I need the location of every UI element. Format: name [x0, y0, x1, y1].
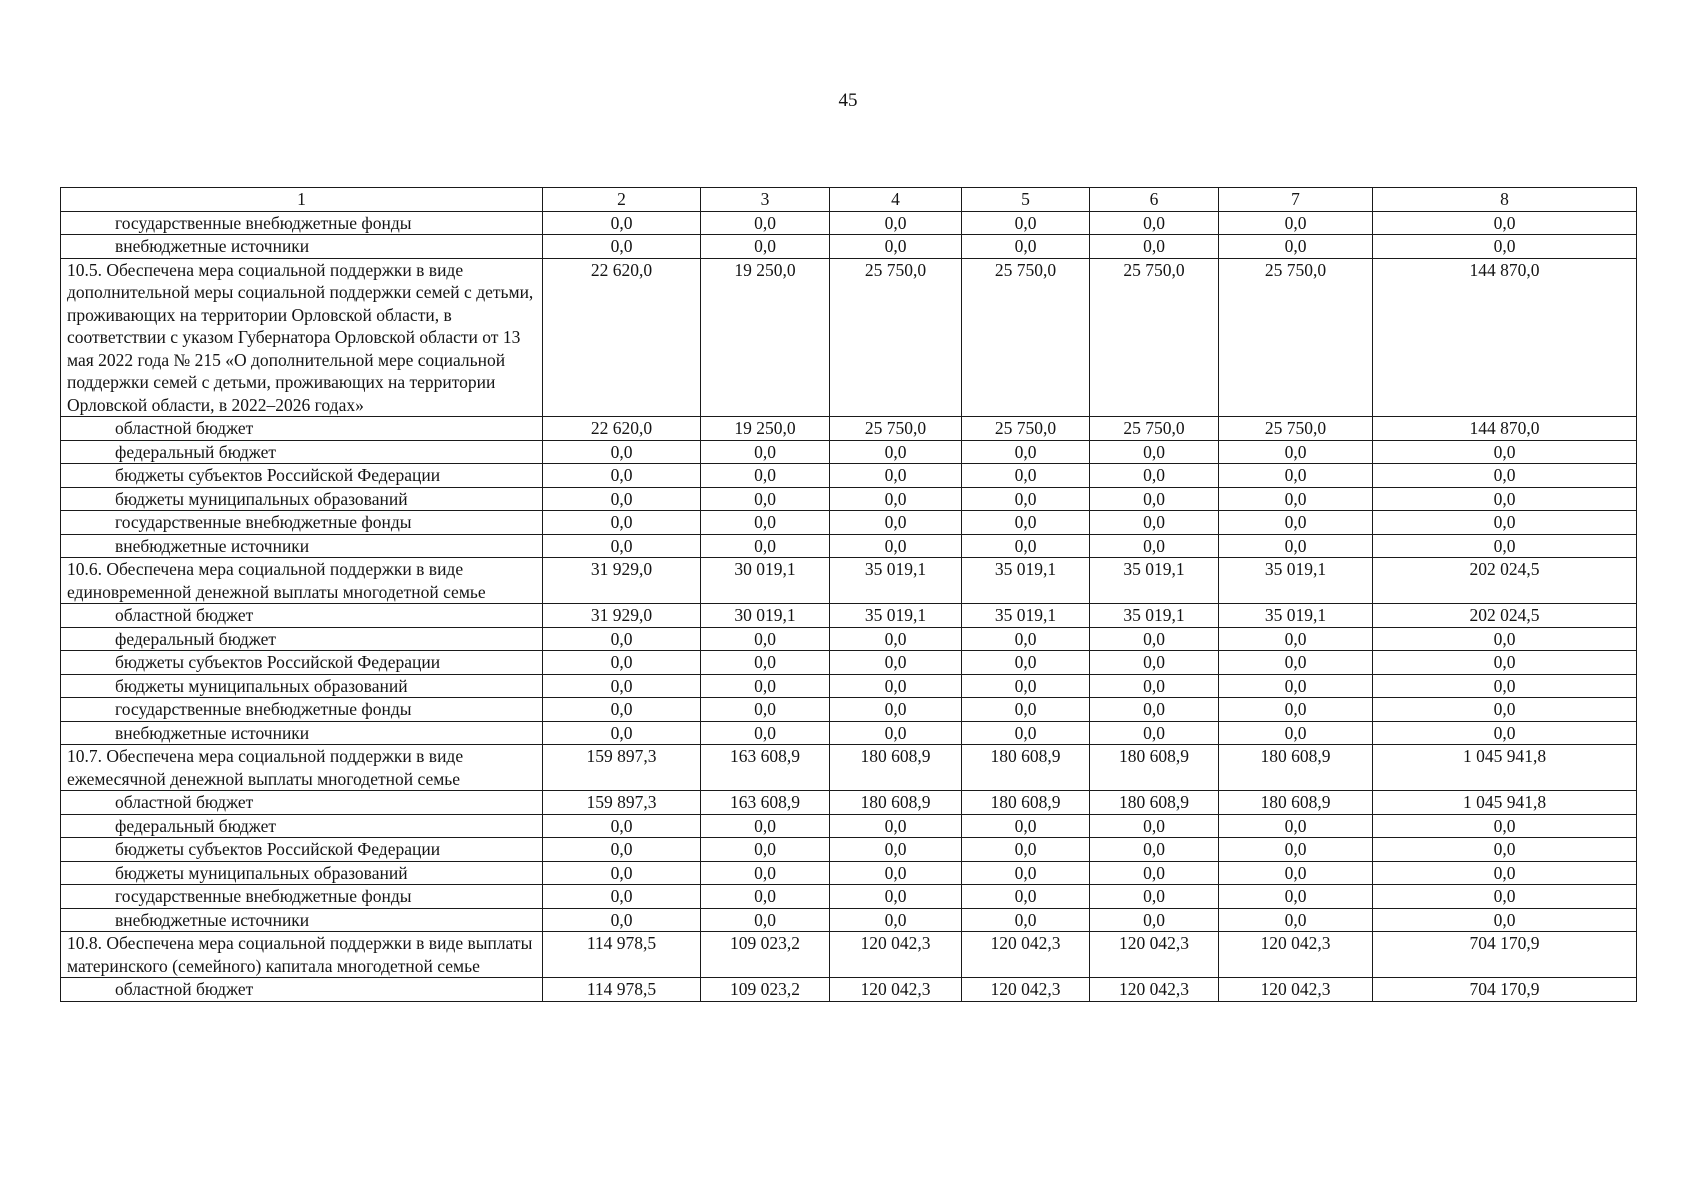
year-value-cell: 0,0 [962, 534, 1090, 558]
total-cell: 1 045 941,8 [1373, 745, 1637, 791]
year-value-cell: 0,0 [962, 487, 1090, 511]
year-value-cell: 0,0 [962, 838, 1090, 862]
year-value-cell: 0,0 [1090, 440, 1219, 464]
year-value-cell: 0,0 [1219, 908, 1373, 932]
year-value-cell: 31 929,0 [543, 604, 701, 628]
total-cell: 0,0 [1373, 721, 1637, 745]
year-value-cell: 22 620,0 [543, 417, 701, 441]
year-value-cell: 0,0 [962, 464, 1090, 488]
year-value-cell: 0,0 [1219, 534, 1373, 558]
column-header: 6 [1090, 188, 1219, 212]
year-value-cell: 0,0 [543, 440, 701, 464]
year-value-cell: 0,0 [1219, 487, 1373, 511]
year-value-cell: 0,0 [830, 211, 962, 235]
funding-source-label: государственные внебюджетные фонды [61, 698, 543, 722]
funding-source-label: внебюджетные источники [61, 908, 543, 932]
year-value-cell: 35 019,1 [830, 558, 962, 604]
year-value-cell: 0,0 [1219, 861, 1373, 885]
year-value-cell: 0,0 [962, 861, 1090, 885]
year-value-cell: 0,0 [830, 698, 962, 722]
total-cell: 0,0 [1373, 814, 1637, 838]
year-value-cell: 0,0 [1219, 814, 1373, 838]
year-value-cell: 0,0 [543, 464, 701, 488]
year-value-cell: 0,0 [701, 838, 830, 862]
year-value-cell: 0,0 [543, 861, 701, 885]
year-value-cell: 180 608,9 [830, 791, 962, 815]
funding-source-label: внебюджетные источники [61, 235, 543, 259]
year-value-cell: 35 019,1 [1219, 604, 1373, 628]
year-value-cell: 19 250,0 [701, 417, 830, 441]
year-value-cell: 0,0 [543, 674, 701, 698]
year-value-cell: 0,0 [830, 885, 962, 909]
year-value-cell: 0,0 [962, 235, 1090, 259]
column-header: 4 [830, 188, 962, 212]
year-value-cell: 120 042,3 [1090, 978, 1219, 1002]
total-cell: 0,0 [1373, 464, 1637, 488]
year-value-cell: 0,0 [830, 440, 962, 464]
funding-source-label: бюджеты муниципальных образований [61, 487, 543, 511]
year-value-cell: 0,0 [1219, 211, 1373, 235]
year-value-cell: 0,0 [830, 534, 962, 558]
year-value-cell: 0,0 [962, 814, 1090, 838]
funding-source-label: областной бюджет [61, 791, 543, 815]
year-value-cell: 0,0 [1219, 674, 1373, 698]
year-value-cell: 120 042,3 [962, 932, 1090, 978]
total-cell: 1 045 941,8 [1373, 791, 1637, 815]
year-value-cell: 0,0 [1219, 235, 1373, 259]
year-value-cell: 31 929,0 [543, 558, 701, 604]
total-cell: 202 024,5 [1373, 604, 1637, 628]
year-value-cell: 0,0 [962, 698, 1090, 722]
year-value-cell: 0,0 [543, 885, 701, 909]
year-value-cell: 159 897,3 [543, 791, 701, 815]
year-value-cell: 0,0 [962, 674, 1090, 698]
funding-source-label: внебюджетные источники [61, 721, 543, 745]
year-value-cell: 35 019,1 [962, 604, 1090, 628]
year-value-cell: 0,0 [701, 674, 830, 698]
year-value-cell: 120 042,3 [830, 932, 962, 978]
year-value-cell: 0,0 [830, 651, 962, 675]
year-value-cell: 0,0 [543, 487, 701, 511]
measure-description: 10.5. Обеспечена мера социальной поддержки в виде дополнительной меры социальной поддержки семей с детьми, проживающих на территории Орловской области, в соответствии с указом Губернатора Орловской области от 13 мая 2022 года № 215 «О дополнительной мере социальной поддержки семей с детьми, проживающих на территории Орловской области, в 2022–2026 годах» [61, 258, 543, 417]
funding-source-row [61, 651, 1637, 675]
year-value-cell: 0,0 [830, 627, 962, 651]
total-cell: 144 870,0 [1373, 417, 1637, 441]
year-value-cell: 120 042,3 [1090, 932, 1219, 978]
funding-source-label: бюджеты субъектов Российской Федерации [61, 651, 543, 675]
funding-source-row [61, 674, 1637, 698]
page-number: 45 [838, 90, 858, 111]
funding-source-row [61, 235, 1637, 259]
total-cell: 0,0 [1373, 908, 1637, 932]
total-cell: 0,0 [1373, 534, 1637, 558]
table-header-row [61, 188, 1637, 212]
funding-source-label: бюджеты муниципальных образований [61, 861, 543, 885]
funding-source-row [61, 814, 1637, 838]
funding-source-label: государственные внебюджетные фонды [61, 211, 543, 235]
year-value-cell: 0,0 [962, 440, 1090, 464]
funding-source-row [61, 791, 1637, 815]
year-value-cell: 0,0 [1090, 511, 1219, 535]
year-value-cell: 0,0 [701, 211, 830, 235]
column-header: 7 [1219, 188, 1373, 212]
total-cell: 0,0 [1373, 211, 1637, 235]
funding-source-row [61, 417, 1637, 441]
year-value-cell: 0,0 [1090, 211, 1219, 235]
funding-source-row [61, 838, 1637, 862]
year-value-cell: 0,0 [543, 721, 701, 745]
year-value-cell: 0,0 [1090, 235, 1219, 259]
year-value-cell: 30 019,1 [701, 604, 830, 628]
year-value-cell: 0,0 [962, 511, 1090, 535]
year-value-cell: 25 750,0 [962, 258, 1090, 417]
year-value-cell: 0,0 [543, 235, 701, 259]
year-value-cell: 35 019,1 [1090, 558, 1219, 604]
year-value-cell: 19 250,0 [701, 258, 830, 417]
year-value-cell: 0,0 [701, 235, 830, 259]
year-value-cell: 0,0 [962, 721, 1090, 745]
funding-source-row [61, 211, 1637, 235]
total-cell: 704 170,9 [1373, 978, 1637, 1002]
year-value-cell: 22 620,0 [543, 258, 701, 417]
column-header: 2 [543, 188, 701, 212]
year-value-cell: 0,0 [830, 674, 962, 698]
year-value-cell: 120 042,3 [1219, 932, 1373, 978]
total-cell: 704 170,9 [1373, 932, 1637, 978]
year-value-cell: 0,0 [701, 721, 830, 745]
year-value-cell: 25 750,0 [830, 417, 962, 441]
year-value-cell: 0,0 [1090, 861, 1219, 885]
funding-source-row [61, 861, 1637, 885]
year-value-cell: 0,0 [701, 861, 830, 885]
funding-source-label: внебюджетные источники [61, 534, 543, 558]
year-value-cell: 180 608,9 [1219, 791, 1373, 815]
year-value-cell: 0,0 [830, 487, 962, 511]
funding-source-row [61, 464, 1637, 488]
year-value-cell: 0,0 [830, 464, 962, 488]
year-value-cell: 0,0 [543, 838, 701, 862]
year-value-cell: 0,0 [1219, 511, 1373, 535]
year-value-cell: 0,0 [1219, 627, 1373, 651]
year-value-cell: 0,0 [1219, 838, 1373, 862]
total-cell: 0,0 [1373, 861, 1637, 885]
measure-description: 10.7. Обеспечена мера социальной поддержки в виде ежемесячной денежной выплаты многодетной семье [61, 745, 543, 791]
year-value-cell: 180 608,9 [962, 745, 1090, 791]
year-value-cell: 0,0 [543, 814, 701, 838]
column-header: 3 [701, 188, 830, 212]
measure-row [61, 558, 1637, 604]
year-value-cell: 0,0 [830, 511, 962, 535]
year-value-cell: 163 608,9 [701, 791, 830, 815]
total-cell: 0,0 [1373, 487, 1637, 511]
year-value-cell: 109 023,2 [701, 932, 830, 978]
year-value-cell: 0,0 [543, 651, 701, 675]
year-value-cell: 0,0 [701, 814, 830, 838]
year-value-cell: 180 608,9 [962, 791, 1090, 815]
year-value-cell: 0,0 [543, 908, 701, 932]
year-value-cell: 114 978,5 [543, 978, 701, 1002]
year-value-cell: 120 042,3 [1219, 978, 1373, 1002]
year-value-cell: 0,0 [701, 885, 830, 909]
measure-description: 10.8. Обеспечена мера социальной поддержки в виде выплаты материнского (семейного) капитала многодетной семье [61, 932, 543, 978]
year-value-cell: 25 750,0 [1090, 417, 1219, 441]
year-value-cell: 0,0 [701, 487, 830, 511]
year-value-cell: 0,0 [830, 861, 962, 885]
year-value-cell: 0,0 [1090, 885, 1219, 909]
year-value-cell: 0,0 [701, 651, 830, 675]
year-value-cell: 0,0 [1090, 838, 1219, 862]
year-value-cell: 25 750,0 [1219, 258, 1373, 417]
year-value-cell: 159 897,3 [543, 745, 701, 791]
total-cell: 0,0 [1373, 235, 1637, 259]
year-value-cell: 25 750,0 [830, 258, 962, 417]
total-cell: 0,0 [1373, 440, 1637, 464]
year-value-cell: 163 608,9 [701, 745, 830, 791]
year-value-cell: 35 019,1 [962, 558, 1090, 604]
year-value-cell: 0,0 [962, 627, 1090, 651]
year-value-cell: 0,0 [701, 627, 830, 651]
year-value-cell: 0,0 [1090, 627, 1219, 651]
year-value-cell: 0,0 [830, 908, 962, 932]
funding-source-row [61, 721, 1637, 745]
funding-source-row [61, 534, 1637, 558]
year-value-cell: 0,0 [962, 885, 1090, 909]
year-value-cell: 0,0 [1219, 651, 1373, 675]
year-value-cell: 0,0 [830, 721, 962, 745]
year-value-cell: 0,0 [962, 908, 1090, 932]
year-value-cell: 0,0 [962, 651, 1090, 675]
year-value-cell: 0,0 [543, 698, 701, 722]
column-header: 1 [61, 188, 543, 212]
year-value-cell: 25 750,0 [1219, 417, 1373, 441]
funding-source-row [61, 698, 1637, 722]
year-value-cell: 30 019,1 [701, 558, 830, 604]
year-value-cell: 25 750,0 [1090, 258, 1219, 417]
year-value-cell: 180 608,9 [1090, 745, 1219, 791]
total-cell: 0,0 [1373, 698, 1637, 722]
total-cell: 0,0 [1373, 651, 1637, 675]
year-value-cell: 180 608,9 [1090, 791, 1219, 815]
year-value-cell: 0,0 [1090, 487, 1219, 511]
funding-source-row [61, 885, 1637, 909]
measure-row [61, 258, 1637, 417]
funding-source-label: федеральный бюджет [61, 627, 543, 651]
funding-source-label: областной бюджет [61, 978, 543, 1002]
year-value-cell: 0,0 [543, 511, 701, 535]
measure-row [61, 932, 1637, 978]
year-value-cell: 0,0 [1090, 721, 1219, 745]
funding-source-row [61, 487, 1637, 511]
year-value-cell: 0,0 [1090, 464, 1219, 488]
budget-table [60, 187, 1637, 1002]
year-value-cell: 0,0 [1090, 814, 1219, 838]
total-cell: 0,0 [1373, 511, 1637, 535]
year-value-cell: 0,0 [543, 211, 701, 235]
year-value-cell: 0,0 [1219, 698, 1373, 722]
funding-source-label: бюджеты муниципальных образований [61, 674, 543, 698]
year-value-cell: 0,0 [1219, 885, 1373, 909]
column-header: 8 [1373, 188, 1637, 212]
year-value-cell: 0,0 [1090, 651, 1219, 675]
measure-row [61, 745, 1637, 791]
year-value-cell: 0,0 [1090, 908, 1219, 932]
year-value-cell: 109 023,2 [701, 978, 830, 1002]
year-value-cell: 0,0 [701, 698, 830, 722]
year-value-cell: 0,0 [701, 534, 830, 558]
year-value-cell: 0,0 [1090, 674, 1219, 698]
year-value-cell: 114 978,5 [543, 932, 701, 978]
column-header: 5 [962, 188, 1090, 212]
total-cell: 202 024,5 [1373, 558, 1637, 604]
year-value-cell: 0,0 [1219, 721, 1373, 745]
funding-source-label: государственные внебюджетные фонды [61, 511, 543, 535]
funding-source-row [61, 440, 1637, 464]
funding-source-row [61, 627, 1637, 651]
year-value-cell: 180 608,9 [830, 745, 962, 791]
year-value-cell: 120 042,3 [962, 978, 1090, 1002]
funding-source-label: областной бюджет [61, 417, 543, 441]
year-value-cell: 0,0 [830, 838, 962, 862]
funding-source-row [61, 978, 1637, 1002]
year-value-cell: 0,0 [543, 534, 701, 558]
year-value-cell: 0,0 [962, 211, 1090, 235]
year-value-cell: 25 750,0 [962, 417, 1090, 441]
year-value-cell: 0,0 [1219, 440, 1373, 464]
funding-source-label: федеральный бюджет [61, 440, 543, 464]
year-value-cell: 0,0 [701, 511, 830, 535]
year-value-cell: 0,0 [701, 908, 830, 932]
year-value-cell: 180 608,9 [1219, 745, 1373, 791]
year-value-cell: 0,0 [701, 440, 830, 464]
funding-source-label: государственные внебюджетные фонды [61, 885, 543, 909]
year-value-cell: 0,0 [830, 814, 962, 838]
funding-source-label: бюджеты субъектов Российской Федерации [61, 838, 543, 862]
year-value-cell: 0,0 [830, 235, 962, 259]
year-value-cell: 0,0 [1090, 698, 1219, 722]
total-cell: 0,0 [1373, 838, 1637, 862]
funding-source-row [61, 604, 1637, 628]
year-value-cell: 0,0 [1219, 464, 1373, 488]
funding-source-row [61, 908, 1637, 932]
year-value-cell: 0,0 [543, 627, 701, 651]
year-value-cell: 120 042,3 [830, 978, 962, 1002]
funding-source-label: федеральный бюджет [61, 814, 543, 838]
funding-source-label: бюджеты субъектов Российской Федерации [61, 464, 543, 488]
year-value-cell: 35 019,1 [830, 604, 962, 628]
total-cell: 144 870,0 [1373, 258, 1637, 417]
total-cell: 0,0 [1373, 627, 1637, 651]
funding-source-row [61, 511, 1637, 535]
year-value-cell: 0,0 [1090, 534, 1219, 558]
year-value-cell: 0,0 [701, 464, 830, 488]
funding-source-label: областной бюджет [61, 604, 543, 628]
total-cell: 0,0 [1373, 885, 1637, 909]
total-cell: 0,0 [1373, 674, 1637, 698]
year-value-cell: 35 019,1 [1219, 558, 1373, 604]
measure-description: 10.6. Обеспечена мера социальной поддержки в виде единовременной денежной выплаты многодетной семье [61, 558, 543, 604]
year-value-cell: 35 019,1 [1090, 604, 1219, 628]
